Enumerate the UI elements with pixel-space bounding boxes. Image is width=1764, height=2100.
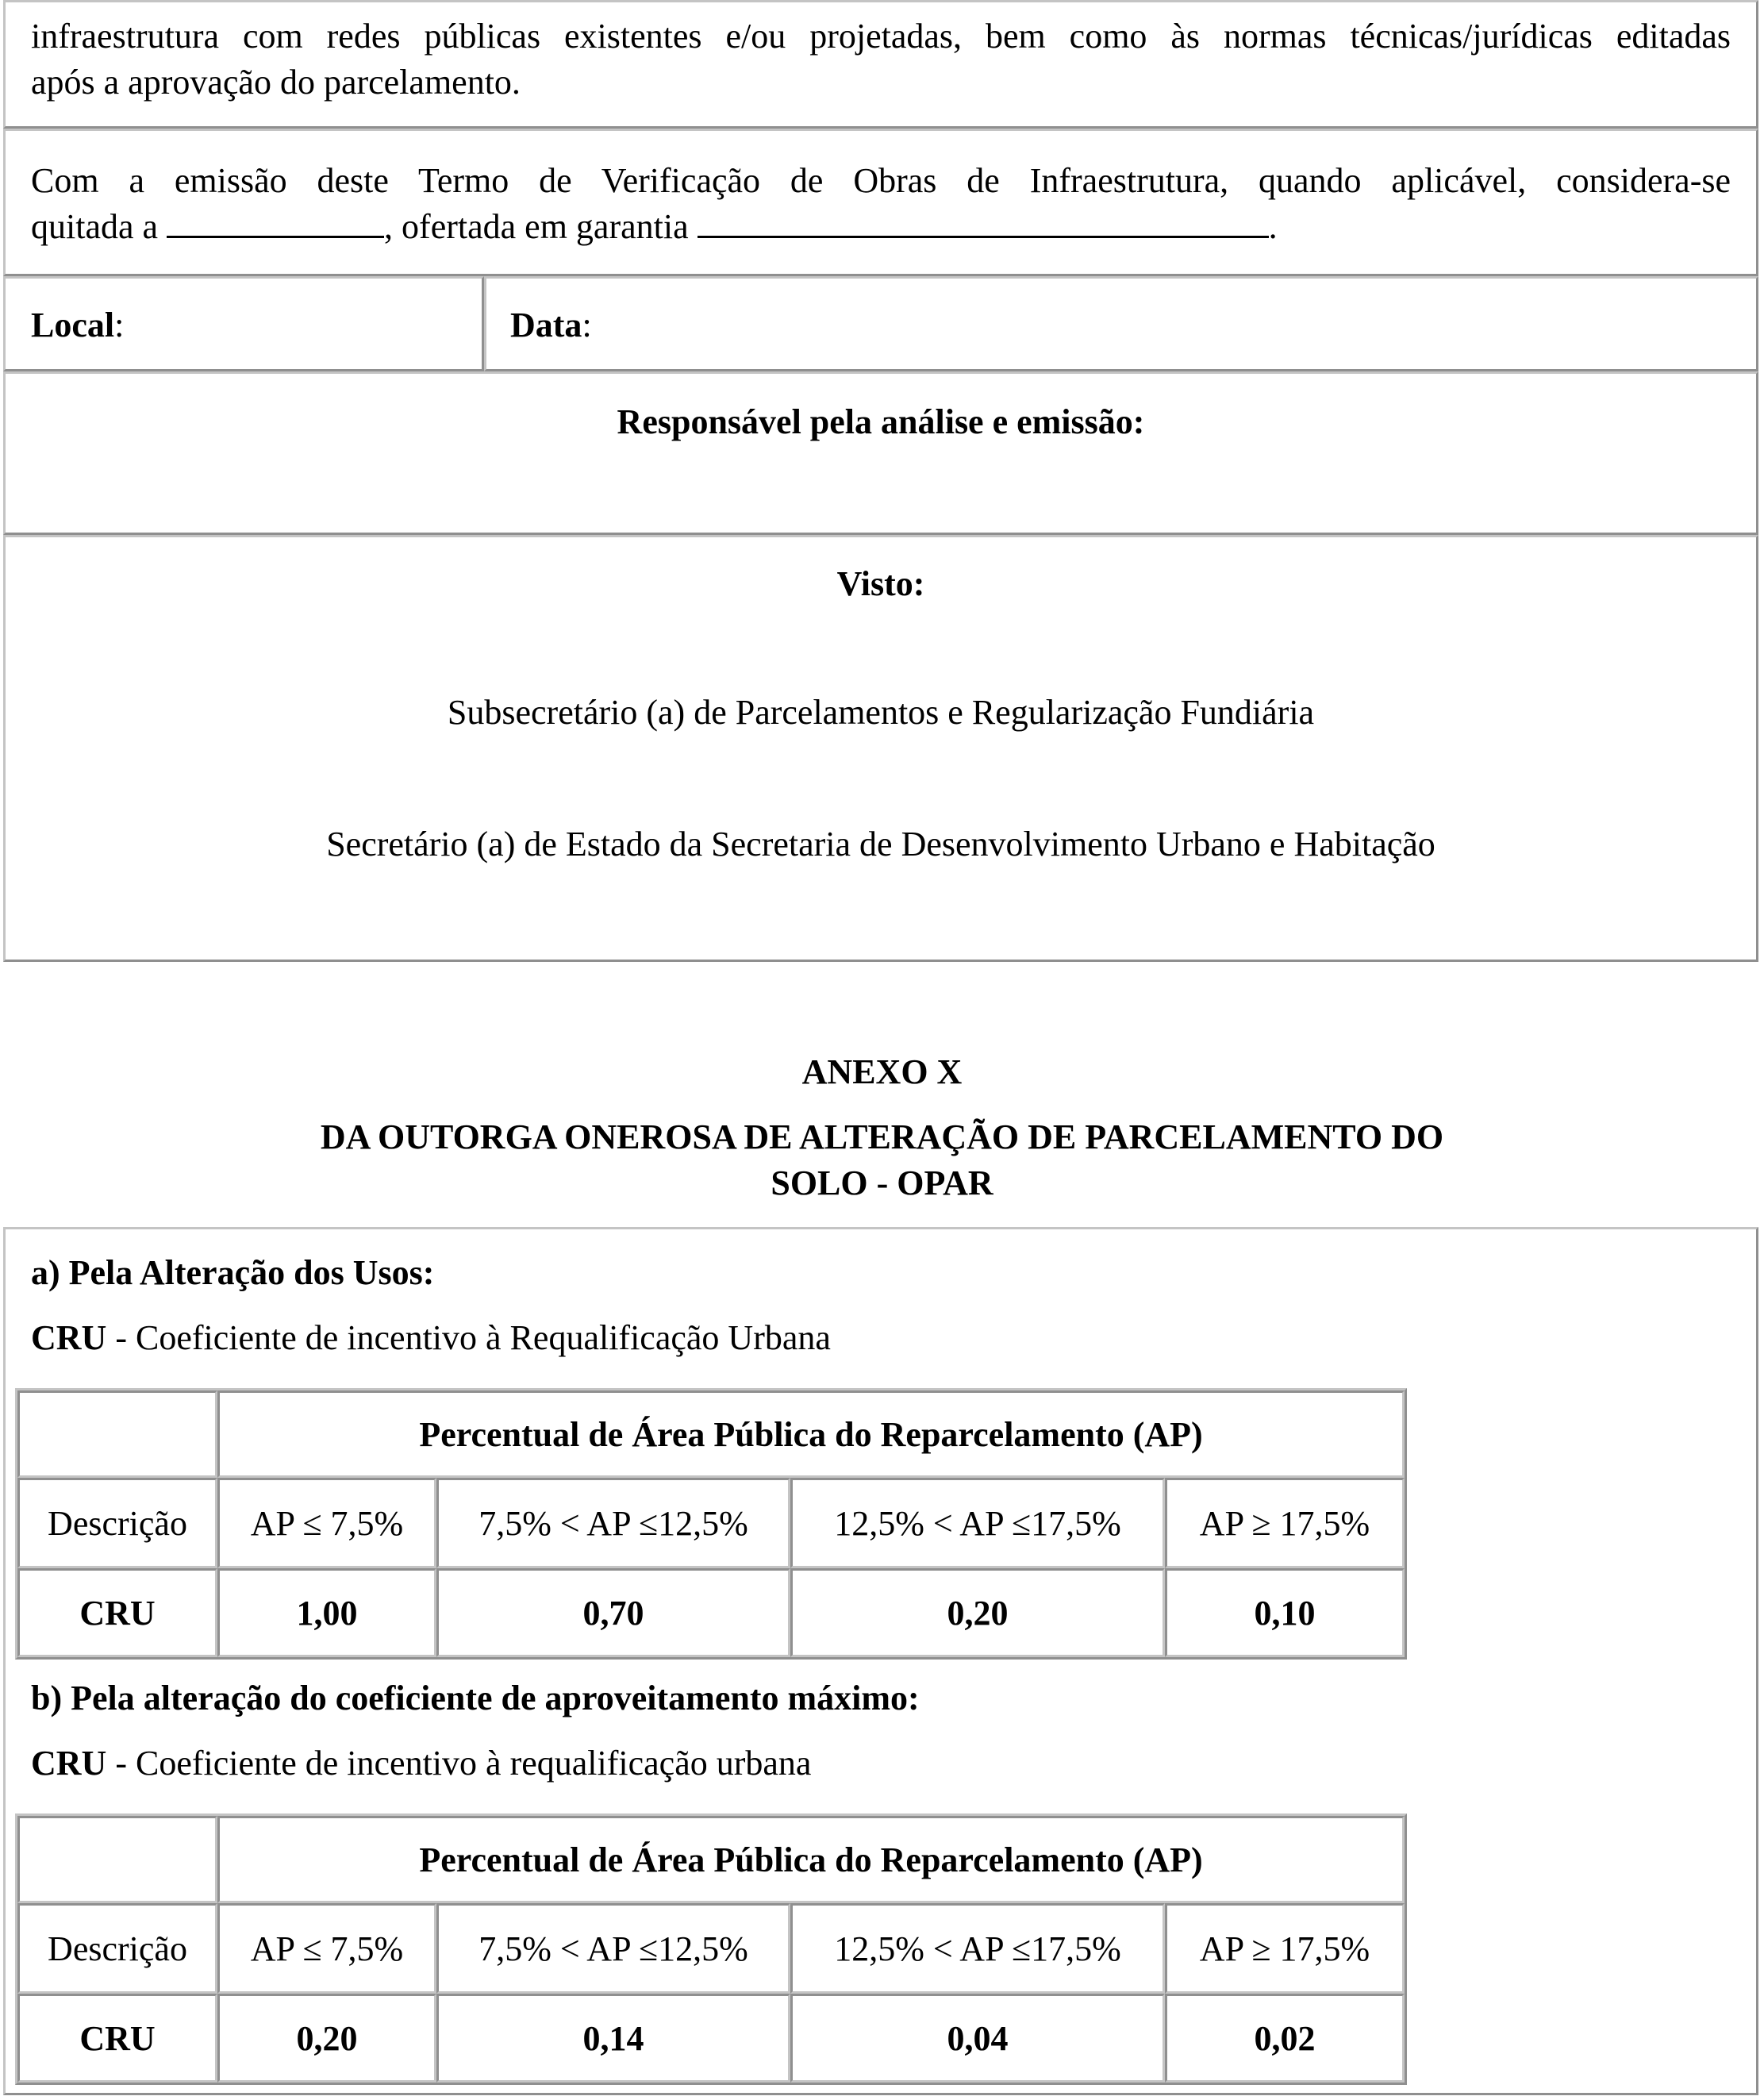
- cru-table-coeficiente: [15, 1813, 1407, 2085]
- data-label: Data:: [510, 306, 592, 344]
- secretario-text: Secretário (a) de Estado da Secretaria de Desenvolvimento Urbano e Habitação: [326, 825, 1435, 863]
- visto-box: [3, 535, 1758, 962]
- anexo-subtitle-line: DA OUTORGA ONEROSA DE ALTERAÇÃO DE PARCELAMENTO DO: [320, 1117, 1444, 1156]
- local-label: Local:: [31, 306, 125, 344]
- empty-corner-cell: [17, 1390, 217, 1478]
- section-a-cru-desc: CRU - Coeficiente de incentivo à Requalificação Urbana: [31, 1318, 831, 1357]
- value-cell: 0,70: [436, 1568, 790, 1657]
- column-header-cell: AP ≤ 7,5%: [217, 1478, 436, 1568]
- column-header-cell: AP ≤ 7,5%: [217, 1903, 436, 1994]
- column-header-cell: 12,5% < AP ≤17,5%: [790, 1903, 1165, 1994]
- quitada-blank-line: [167, 207, 384, 238]
- value-cell: 0,04: [790, 1994, 1165, 2083]
- cru-table-usos: [15, 1388, 1407, 1660]
- value-cell: 0,02: [1165, 1994, 1405, 2083]
- value-cell: 0,20: [217, 1994, 436, 2083]
- ofertada-text: , ofertada em garantia: [384, 207, 689, 246]
- visto-label: Visto:: [836, 564, 925, 603]
- anexo-content-box: [3, 1227, 1758, 2095]
- responsavel-label: Responsável pela análise e emissão:: [617, 402, 1145, 441]
- paragraph-line: Com a emissão deste Termo de Verificação de Obras de Infraestrutura, quando aplicável, considera-se: [31, 161, 1731, 200]
- value-cell: 1,00: [217, 1568, 436, 1657]
- column-header-cell: 7,5% < AP ≤12,5%: [436, 1478, 790, 1568]
- paragraph-line: [31, 204, 1278, 250]
- group-header-cell: Percentual de Área Pública do Reparcelamento (AP): [217, 1816, 1405, 1903]
- value-label-cell: CRU: [17, 1568, 217, 1657]
- termo-paragraph-box: [3, 129, 1758, 276]
- row-label-cell: Descrição: [17, 1903, 217, 1994]
- value-label-cell: CRU: [17, 1994, 217, 2083]
- row-label-cell: Descrição: [17, 1478, 217, 1568]
- quitada-text: quitada a: [31, 207, 159, 246]
- infraestrutura-paragraph-box: [3, 0, 1758, 129]
- subsecretario-text: Subsecretário (a) de Parcelamentos e Regularização Fundiária: [447, 693, 1315, 732]
- value-cell: 0,10: [1165, 1568, 1405, 1657]
- section-b-cru-desc: CRU - Coeficiente de incentivo à requalificação urbana: [31, 1744, 812, 1783]
- value-cell: 0,20: [790, 1568, 1165, 1657]
- anexo-subtitle-line: SOLO - OPAR: [771, 1163, 993, 1202]
- anexo-title: ANEXO X: [801, 1052, 963, 1091]
- paragraph-line: infraestrutura com redes públicas existentes e/ou projetadas, bem como às normas técnicas/jurídicas editadas: [31, 17, 1731, 56]
- column-header-cell: AP ≥ 17,5%: [1165, 1478, 1405, 1568]
- data-box: [484, 276, 1758, 371]
- garantia-blank-line: [698, 207, 1269, 238]
- column-header-cell: 12,5% < AP ≤17,5%: [790, 1478, 1165, 1568]
- paragraph-line: após a aprovação do parcelamento.: [31, 63, 521, 102]
- column-header-cell: AP ≥ 17,5%: [1165, 1903, 1405, 1994]
- responsavel-box: [3, 371, 1758, 535]
- local-box: [3, 276, 484, 371]
- value-cell: 0,14: [436, 1994, 790, 2083]
- group-header-cell: Percentual de Área Pública do Reparcelamento (AP): [217, 1390, 1405, 1478]
- period: .: [1268, 207, 1278, 246]
- empty-corner-cell: [17, 1816, 217, 1903]
- section-b-title: b) Pela alteração do coeficiente de aproveitamento máximo:: [31, 1679, 920, 1717]
- column-header-cell: 7,5% < AP ≤12,5%: [436, 1903, 790, 1994]
- section-a-title: a) Pela Alteração dos Usos:: [31, 1253, 435, 1292]
